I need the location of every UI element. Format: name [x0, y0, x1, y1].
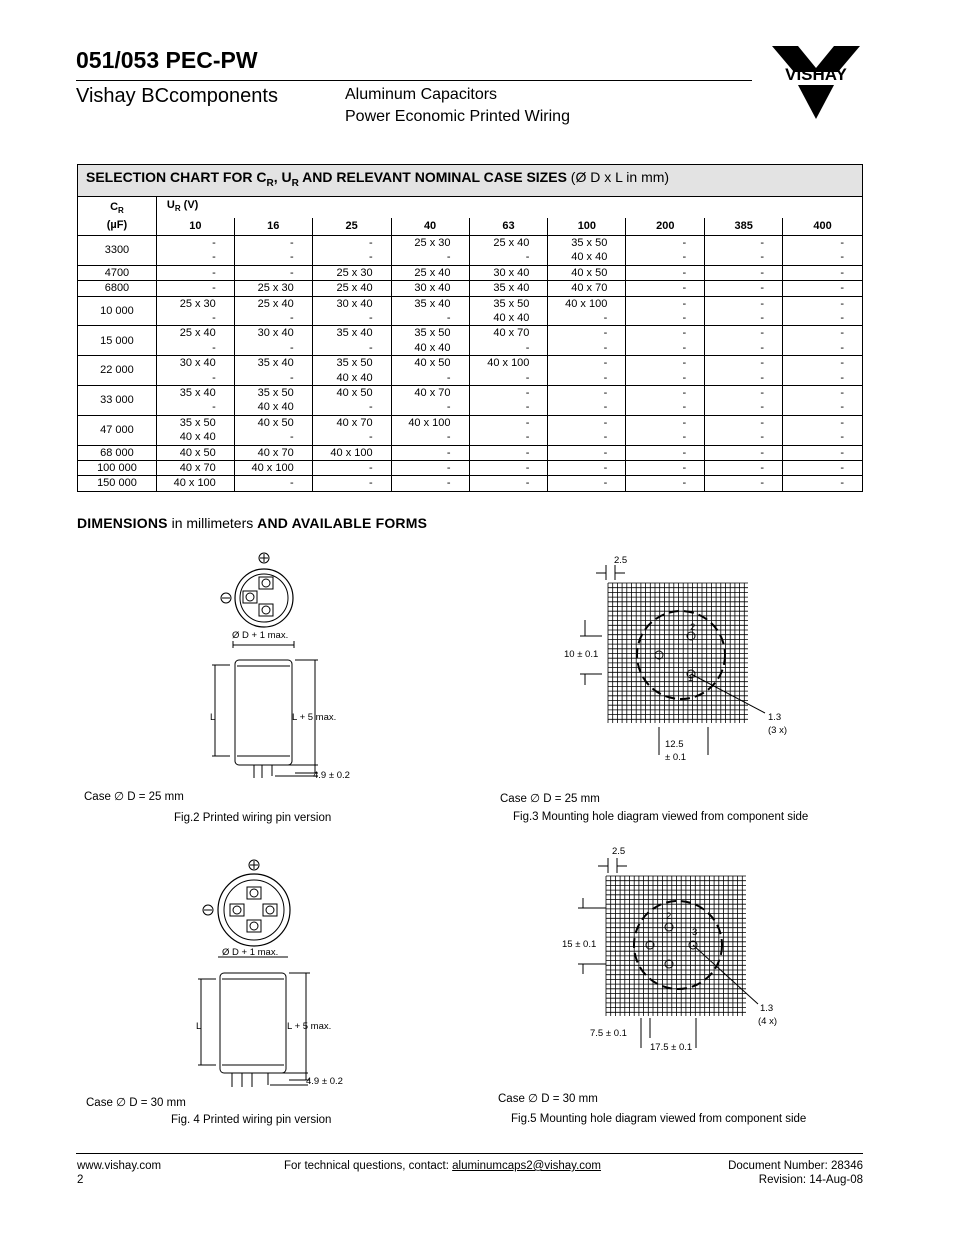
case-size-cell: - [626, 326, 705, 341]
case-size-cell: - [626, 356, 705, 371]
case-size-cell: - [312, 311, 391, 326]
fig4-drawing [190, 855, 370, 1095]
case-size-cell: - [783, 250, 863, 265]
case-size-cell: 35 x 40 [234, 356, 312, 371]
case-size-cell: - [626, 386, 705, 401]
selection-chart [77, 164, 863, 492]
footer-document-info [716, 1159, 863, 1187]
case-size-cell: - [548, 400, 626, 415]
fig4-case-label: Case ∅ D = 30 mm [86, 1097, 186, 1109]
case-size-cell: - [705, 386, 783, 401]
case-size-cell: - [626, 341, 705, 356]
cr-header: $C_R$ (µF) [78, 197, 157, 236]
fig3-hole-dim-2: (3 x) [768, 725, 787, 736]
fig2-diameter-label: Ø D + 1 max. [232, 630, 289, 641]
contact-email-link[interactable]: aluminumcaps2@vishay.com [452, 1160, 602, 1172]
fig5-bottom-dim-1: 7.5 ± 0.1 [590, 1028, 627, 1039]
fig2-case-label: Case ∅ D = 25 mm [84, 791, 184, 803]
case-size-cell: - [705, 415, 783, 430]
case-size-cell: - [312, 250, 391, 265]
case-size-cell: - [548, 415, 626, 430]
fig2-length-max-label: L + 5 max. [292, 712, 337, 723]
case-size-cell: 25 x 40 [391, 265, 469, 280]
case-size-cell: - [156, 281, 234, 296]
case-size-cell: - [548, 341, 626, 356]
case-size-cell: 35 x 50 [234, 386, 312, 401]
capacitance-cell: 10 000 [78, 296, 157, 326]
fig3-top-dim: 2.5 [614, 555, 628, 566]
voltage-header: 16 [234, 218, 312, 235]
case-size-cell: - [234, 311, 312, 326]
case-size-cell: - [626, 371, 705, 386]
case-size-cell: - [783, 445, 863, 460]
case-size-cell: 35 x 50 [469, 296, 548, 311]
case-size-cell: - [783, 430, 863, 445]
capacitance-cell: 100 000 [78, 461, 157, 476]
case-size-cell: 25 x 30 [156, 296, 234, 311]
table-row [78, 445, 863, 460]
case-size-cell: - [391, 250, 469, 265]
case-size-cell: - [783, 265, 863, 280]
case-size-cell: - [312, 235, 391, 250]
case-size-cell: 35 x 40 [391, 296, 469, 311]
case-size-cell: - [156, 265, 234, 280]
case-size-cell: 25 x 30 [391, 235, 469, 250]
voltage-header: 10 [156, 218, 234, 235]
case-size-cell: - [391, 371, 469, 386]
case-size-cell: - [548, 356, 626, 371]
case-size-cell: - [234, 341, 312, 356]
case-size-cell: 25 x 40 [234, 296, 312, 311]
case-size-cell: - [783, 400, 863, 415]
case-size-cell: - [705, 445, 783, 460]
case-size-cell: 40 x 70 [469, 326, 548, 341]
fig2-caption: Fig.2 Printed wiring pin version [174, 812, 332, 824]
case-size-cell: 40 x 40 [156, 430, 234, 445]
case-size-cell: 25 x 30 [234, 281, 312, 296]
capacitance-cell: 150 000 [78, 476, 157, 491]
fig3-case-label: Case ∅ D = 25 mm [500, 793, 600, 805]
case-size-cell: 40 x 40 [548, 250, 626, 265]
fig3-side-dim: 10 ± 0.1 [564, 649, 599, 660]
table-row [78, 265, 863, 280]
vishay-logo [766, 46, 866, 122]
chart-title: SELECTION CHART FOR $C_R$, $U_R$ AND RELEVANT NOMINAL CASE SIZES (Ø D x L in mm) [77, 164, 863, 197]
revision-date: Revision: 14-Aug-08 [758, 1174, 863, 1186]
case-size-cell: 40 x 50 [234, 415, 312, 430]
case-size-cell: - [626, 296, 705, 311]
case-size-cell: - [783, 386, 863, 401]
case-size-cell: 40 x 70 [391, 386, 469, 401]
page-number: 2 [77, 1174, 84, 1186]
fig3-pin-2: 2 [690, 622, 696, 633]
fig4-diameter-label: Ø D + 1 max. [222, 947, 279, 958]
document-subtitle [345, 84, 570, 128]
case-size-cell: 40 x 40 [312, 371, 391, 386]
voltage-header: 200 [626, 218, 705, 235]
case-size-cell: - [234, 476, 312, 491]
fig5-caption: Fig.5 Mounting hole diagram viewed from component side [511, 1113, 807, 1125]
table-row [78, 281, 863, 296]
case-size-cell: 30 x 40 [156, 356, 234, 371]
case-size-cell: - [548, 461, 626, 476]
case-size-cell: 30 x 40 [312, 296, 391, 311]
case-size-cell: - [705, 281, 783, 296]
case-size-cell: - [705, 356, 783, 371]
case-size-cell: - [312, 341, 391, 356]
capacitance-cell: 33 000 [78, 386, 157, 416]
fig3-bottom-dim-1: 12.5 [665, 739, 684, 750]
fig4-length-max-label: L + 5 max. [287, 1021, 332, 1032]
table-row [78, 326, 863, 341]
fig5-bottom-dim-2: 17.5 ± 0.1 [650, 1042, 693, 1053]
case-size-cell: 25 x 30 [312, 265, 391, 280]
capacitance-cell: 3300 [78, 235, 157, 265]
brand-name: Vishay BCcomponents [76, 85, 278, 107]
case-size-cell: - [156, 235, 234, 250]
case-size-cell: - [783, 415, 863, 430]
case-size-cell: - [626, 250, 705, 265]
case-size-cell: - [156, 311, 234, 326]
case-size-cell: - [548, 430, 626, 445]
case-size-cell: - [469, 461, 548, 476]
fig3-bottom-dim-2: ± 0.1 [665, 752, 687, 763]
table-row [78, 356, 863, 371]
case-size-cell: - [705, 311, 783, 326]
case-size-cell: - [469, 341, 548, 356]
subtitle-line-1: Aluminum Capacitors [345, 86, 498, 103]
capacitance-cell: 68 000 [78, 445, 157, 460]
table-row [78, 430, 863, 445]
case-size-cell: - [705, 235, 783, 250]
case-size-cell: - [548, 386, 626, 401]
case-size-cell: - [626, 281, 705, 296]
footer-contact: For technical questions, contact: aluminumcaps2@vishay.com [284, 1160, 602, 1172]
case-size-cell: - [469, 476, 548, 491]
case-size-cell: 40 x 70 [156, 461, 234, 476]
case-size-cell: - [469, 386, 548, 401]
case-size-cell: 40 x 100 [156, 476, 234, 491]
fig4-caption: Fig. 4 Printed wiring pin version [171, 1114, 332, 1126]
case-size-cell: 40 x 70 [234, 445, 312, 460]
fig3-drawing [580, 565, 800, 755]
capacitance-cell: 15 000 [78, 326, 157, 356]
case-size-cell: - [626, 265, 705, 280]
case-size-cell: - [548, 326, 626, 341]
case-size-cell: 25 x 40 [312, 281, 391, 296]
fig3-hole-dim-1: 1.3 [768, 712, 782, 723]
case-size-cell: 35 x 40 [469, 281, 548, 296]
case-size-cell: - [783, 235, 863, 250]
case-size-cell: - [705, 250, 783, 265]
fig5-hole-dim-2: (4 x) [758, 1016, 777, 1027]
fig5-pin-3: 3 [692, 927, 698, 938]
case-size-cell: 35 x 50 [312, 356, 391, 371]
case-size-cell: 40 x 70 [312, 415, 391, 430]
document-number: Document Number: 28346 [728, 1160, 863, 1172]
fig4-pin-label: 4.9 ± 0.2 [306, 1076, 343, 1087]
case-size-cell: - [548, 311, 626, 326]
case-size-cell: - [783, 311, 863, 326]
table-row [78, 400, 863, 415]
table-row [78, 341, 863, 356]
case-size-cell: - [548, 371, 626, 386]
case-size-cell: - [783, 341, 863, 356]
case-size-cell: - [626, 415, 705, 430]
table-row [78, 386, 863, 401]
voltage-header: 40 [391, 218, 469, 235]
case-size-cell: - [312, 400, 391, 415]
case-size-cell: 30 x 40 [234, 326, 312, 341]
case-size-cell: 30 x 40 [391, 281, 469, 296]
case-size-cell: 30 x 40 [469, 265, 548, 280]
case-size-cell: 25 x 40 [469, 235, 548, 250]
case-size-cell: - [705, 326, 783, 341]
case-size-cell: - [234, 250, 312, 265]
case-size-cell: - [783, 281, 863, 296]
case-size-cell: - [783, 326, 863, 341]
page-title: 051/053 PEC-PW [76, 47, 258, 73]
capacitance-cell: 4700 [78, 265, 157, 280]
fig4-length-label: L [196, 1021, 202, 1032]
subtitle-line-2: Power Economic Printed Wiring [345, 108, 570, 125]
case-size-cell: - [705, 476, 783, 491]
table-row [78, 250, 863, 265]
table-row [78, 235, 863, 250]
fig5-side-dim: 15 ± 0.1 [562, 939, 597, 950]
voltage-header: 25 [312, 218, 391, 235]
case-size-cell: - [469, 250, 548, 265]
case-size-cell: - [626, 430, 705, 445]
case-size-cell: 35 x 40 [156, 386, 234, 401]
case-size-cell: - [391, 461, 469, 476]
case-size-cell: - [705, 296, 783, 311]
case-size-cell: 40 x 70 [548, 281, 626, 296]
capacitance-cell: 47 000 [78, 415, 157, 445]
case-size-cell: - [391, 430, 469, 445]
case-size-cell: - [626, 445, 705, 460]
fig5-pin-2: 2 [666, 911, 672, 922]
table-row [78, 296, 863, 311]
case-size-cell: 35 x 50 [548, 235, 626, 250]
case-size-cell: - [234, 265, 312, 280]
case-size-cell: - [234, 371, 312, 386]
case-size-cell: - [469, 371, 548, 386]
case-size-cell: 40 x 40 [391, 341, 469, 356]
case-size-cell: 40 x 100 [548, 296, 626, 311]
fig2-drawing [200, 548, 380, 788]
voltage-header: 100 [548, 218, 626, 235]
table-row [78, 476, 863, 491]
case-size-cell: - [234, 235, 312, 250]
case-size-cell: 25 x 40 [156, 326, 234, 341]
table-row [78, 461, 863, 476]
case-size-cell: - [469, 400, 548, 415]
case-size-cell: - [783, 461, 863, 476]
case-size-cell: 40 x 50 [312, 386, 391, 401]
header-divider [76, 80, 752, 81]
case-size-cell: - [156, 250, 234, 265]
fig3-pin-1: 1 [688, 673, 694, 684]
voltage-header: 400 [783, 218, 863, 235]
case-size-cell: - [156, 400, 234, 415]
case-size-cell: - [548, 476, 626, 491]
case-size-cell: - [626, 476, 705, 491]
case-size-cell: 40 x 50 [391, 356, 469, 371]
case-size-cell: - [705, 430, 783, 445]
case-size-cell: - [783, 371, 863, 386]
case-size-cell: 40 x 100 [391, 415, 469, 430]
selection-table [77, 197, 863, 492]
case-size-cell: 35 x 50 [391, 326, 469, 341]
footer-divider [76, 1153, 863, 1154]
case-size-cell: - [312, 430, 391, 445]
case-size-cell: - [626, 311, 705, 326]
dimensions-title: DIMENSIONS in millimeters AND AVAILABLE FORMS [77, 515, 428, 531]
case-size-cell: - [783, 356, 863, 371]
case-size-cell: - [783, 296, 863, 311]
case-size-cell: - [705, 341, 783, 356]
case-size-cell: - [391, 311, 469, 326]
case-size-cell: 40 x 100 [469, 356, 548, 371]
voltage-header: 385 [705, 218, 783, 235]
case-size-cell: - [626, 235, 705, 250]
case-size-cell: - [469, 415, 548, 430]
case-size-cell: - [705, 461, 783, 476]
table-row [78, 371, 863, 386]
capacitance-cell: 22 000 [78, 356, 157, 386]
case-size-cell: - [626, 400, 705, 415]
fig5-hole-dim-1: 1.3 [760, 1003, 774, 1014]
footer-website[interactable]: www.vishay.com 2 [77, 1160, 162, 1186]
case-size-cell: 40 x 50 [156, 445, 234, 460]
case-size-cell: - [312, 476, 391, 491]
case-size-cell: 40 x 100 [312, 445, 391, 460]
case-size-cell: 40 x 100 [234, 461, 312, 476]
fig3-caption: Fig.3 Mounting hole diagram viewed from component side [513, 811, 809, 823]
case-size-cell: 40 x 40 [234, 400, 312, 415]
case-size-cell: - [234, 430, 312, 445]
ur-header: $U_R$ (V) [156, 197, 862, 218]
fig5-top-dim: 2.5 [612, 846, 626, 857]
case-size-cell: - [391, 400, 469, 415]
case-size-cell: - [156, 341, 234, 356]
case-size-cell: 35 x 50 [156, 415, 234, 430]
case-size-cell: 40 x 50 [548, 265, 626, 280]
case-size-cell: - [469, 445, 548, 460]
case-size-cell: - [705, 371, 783, 386]
logo-text: VISHAY [785, 65, 847, 84]
fig2-length-label: L [210, 712, 216, 723]
case-size-cell: - [783, 476, 863, 491]
case-size-cell: 35 x 40 [312, 326, 391, 341]
fig5-case-label: Case ∅ D = 30 mm [498, 1093, 598, 1105]
table-row [78, 415, 863, 430]
case-size-cell: - [548, 445, 626, 460]
case-size-cell: - [156, 371, 234, 386]
case-size-cell: - [312, 461, 391, 476]
capacitance-cell: 6800 [78, 281, 157, 296]
case-size-cell: - [391, 445, 469, 460]
case-size-cell: - [469, 430, 548, 445]
case-size-cell: - [626, 461, 705, 476]
case-size-cell: - [391, 476, 469, 491]
table-row [78, 311, 863, 326]
case-size-cell: - [705, 400, 783, 415]
case-size-cell: 40 x 40 [469, 311, 548, 326]
fig2-pin-label: 4.9 ± 0.2 [313, 770, 350, 781]
case-size-cell: - [705, 265, 783, 280]
voltage-header: 63 [469, 218, 548, 235]
